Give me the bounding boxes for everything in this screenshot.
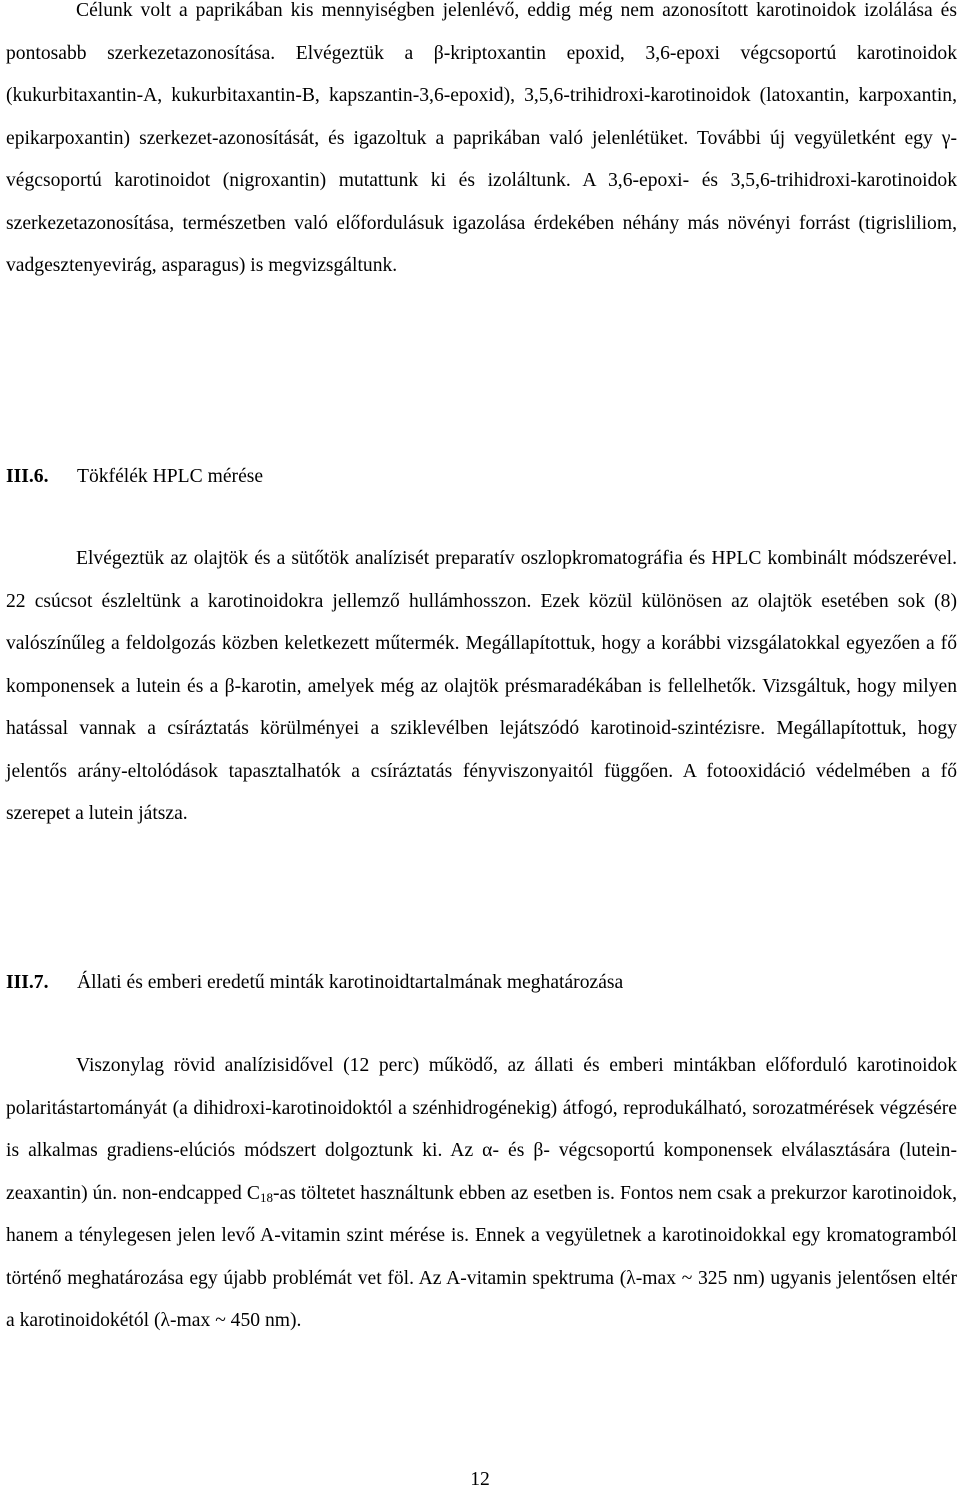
paragraph-animal-human-samples (6, 1045, 957, 1343)
paragraph-pumpkin-hplc: Elvégeztük az olajtök és a sütőtök analízisét preparatív oszlopkromatográfia és HPLC kombinált módszerével. 22 csúcsot észleltünk a karotinoidokra jellemző hullámhosszon. Ezek közül különösen az olajtök esetében sok (8) valószínűleg a feldolgozás közben keletkezett műtermék. Megállapítottuk, hogy a korábbi vizsgálatokkal egyezően a fő komponensek a lutein és a β-karotin, amelyek még az olajtök présmaradékában is fellelhetők. Vizsgáltuk, hogy milyen hatással vannak a csíráztatás körülményei a sziklevélben lejátszódó karotinoid-szintézisre. Megállapítottuk, hogy jelentős arány-eltolódások tapasztalhatók a csíráztatás fényviszonyaitól függően. A fotooxidáció védelmében a fő szerepet a lutein játsza. (6, 548, 957, 824)
section-title: Állati és emberi eredetű minták karotinoidtartalmának meghatározása (77, 972, 624, 993)
paragraph-text-part: -as töltetet használtunk ebben az esetben is. Fontos nem csak a prekurzor karotinoidok, hanem a ténylegesen jelen levő A-vitamin szint mérése is. Ennek a vegyületnek a karotinoidokkal egy kromatogramból történő meghatározása egy újabb problémát vet föl. Az A-vitamin spektruma (λ-max ~ 325 nm) ugyanis jelentősen eltér a karotinoidokétól (λ-max ~ 450 nm). (6, 1182, 957, 1331)
paragraph-text-part: Viszonylag rövid analízisidővel (12 perc) működő, az állati és emberi mintákban előforduló karotinoidok polaritástartományát (a dihidroxi-karotinoidoktól a szénhidrogénekig) átfogó, reprodukálható, sorozatmérések végzésére is alkalmas gradiens-elúciós módszert dolgoztunk ki. Az α- és β- végcsoportú komponensek elválasztására (lutein-zeaxantin) ún. non-endcapped C (6, 1055, 957, 1204)
section-title: Tökfélék HPLC mérése (77, 466, 264, 487)
paragraph-intro: Célunk volt a paprikában kis mennyiségben jelenlévő, eddig még nem azonosított karotinoidok izolálása és pontosabb szerkezetazonosítása. Elvégeztük a β-kriptoxantin epoxid, 3,6-epoxi végcsoportú karotinoidok (kukurbitaxantin-A, kukurbitaxantin-B, kapszantin-3,6-epoxid), 3,5,6-trihidroxi-karotinoidok (latoxantin, karpoxantin, epikarpoxantin) szerkezet-azonosítását, és igazoltuk a paprikában való jelenlétüket. További új vegyületként egy γ-végcsoportú karotinoidot (nigroxantin) mutattunk ki és izoláltunk. A 3,6-epoxi- és 3,5,6-trihidroxi-karotinoidok szerkezetazonosítása, természetben való előfordulásuk igazolása érdekében néhány más növényi forrást (tigrisliliom, vadgesztenyevirág, asparagus) is megvizsgáltunk. (6, 0, 957, 276)
section-number: III.6. (6, 466, 49, 487)
subscript-18: 18 (259, 1189, 273, 1205)
section-heading-iii-7 (6, 962, 957, 1005)
page-number: 12 (470, 1469, 490, 1490)
section-number: III.7. (6, 972, 49, 993)
section-heading-iii-6 (6, 456, 957, 499)
